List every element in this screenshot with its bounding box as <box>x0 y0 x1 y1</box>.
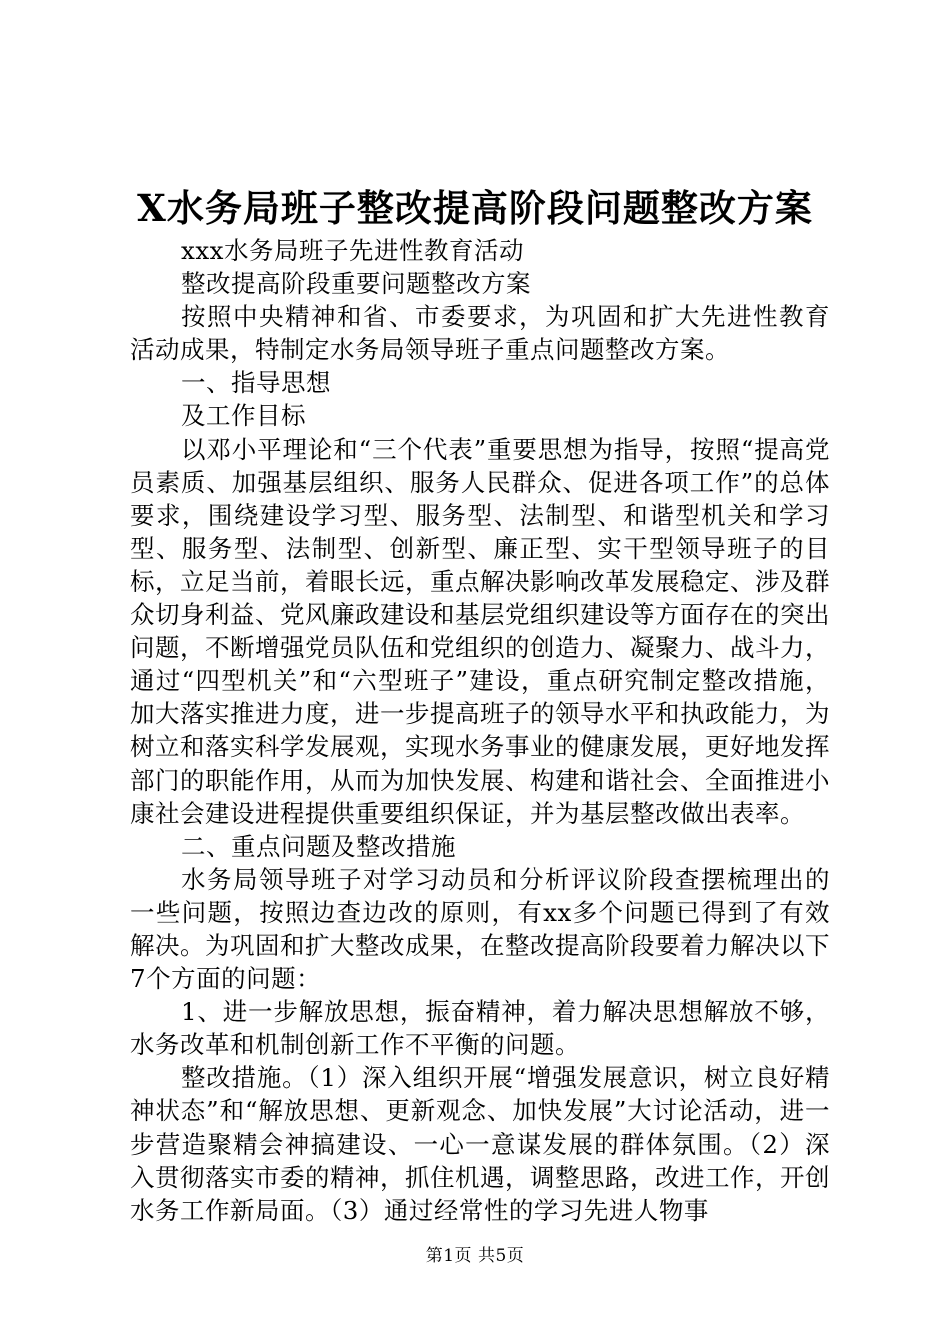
paragraph-measures: 整改措施。（1）深入组织开展“增强发展意识，树立良好精神状态”和“解放思想、更新观念、加快发展”大讨论活动，进一步营造聚精会神搞建设、一心一意谋发展的群体氛围。（2）深入贯彻落实市委的精神，抓住机遇，调整思路，改进工作，开创水务工作新局面。（3）通过经常性的学习先进人物事 <box>130 1063 830 1225</box>
paragraph-activity-name: xxx水务局班子先进性教育活动 <box>181 236 524 265</box>
paragraph-key-problems: 水务局领导班子对学习动员和分析评议阶段查摆梳理出的一些问题，按照边查边改的原则，有xx多个问题已得到了有效解决。为巩固和扩大整改成果，在整改提高阶段要着力解决以下7个方面的问题： <box>130 864 830 994</box>
paragraph-intro: 按照中央精神和省、市委要求，为巩固和扩大先进性教育活动成果，特制定水务局领导班子重点问题整改方案。 <box>130 302 830 365</box>
section-heading-key-problems: 二、重点问题及整改措施 <box>181 831 456 861</box>
section-heading-guiding-ideology: 一、指导思想 <box>181 368 331 398</box>
paragraph-problem-1: 1、进一步解放思想，振奋精神，着力解决思想解放不够，水务改革和机制创新工作不平衡的问题。 <box>130 997 830 1060</box>
document-body <box>130 234 830 1227</box>
document-title: X水务局班子整改提高阶段问题整改方案 <box>137 186 813 230</box>
paragraph-guiding-ideology: 以邓小平理论和“三个代表”重要思想为指导，按照“提高党员素质、加强基层组织、服务人民群众、促进各项工作”的总体要求，围绕建设学习型、服务型、法制型、和谐型机关和学习型、服务型、法制型、创新型、廉正型、实干型领导班子的目标，立足当前，着眼长远，重点解决影响改革发展稳定、涉及群众切身利益、党风廉政建设和基层党组织建设等方面存在的突出问题，不断增强党员队伍和党组织的创造力、凝聚力、战斗力，通过“四型机关”和“六型班子”建设，重点研究制定整改措施，加大落实推进力度，进一步提高班子的领导水平和执政能力，为树立和落实科学发展观，实现水务事业的健康发展，更好地发挥部门的职能作用，从而为加快发展、构建和谐社会、全面推进小康社会建设进程提供重要组织保证，并为基层整改做出表率。 <box>130 434 830 828</box>
paragraph-plan-name: 整改提高阶段重要问题整改方案 <box>181 269 531 299</box>
section-heading-work-goals: 及工作目标 <box>181 401 306 431</box>
page-indicator: 第1页 共5页 <box>425 1246 525 1266</box>
